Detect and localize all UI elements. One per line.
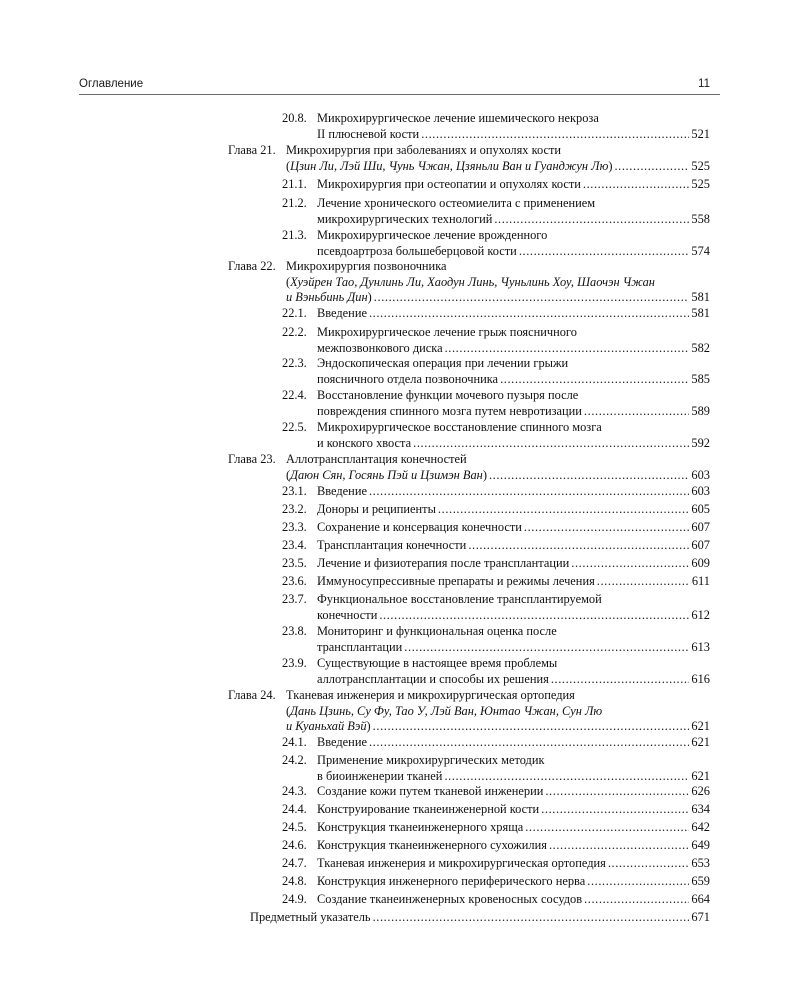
dot-leader — [500, 372, 689, 388]
entry-line — [317, 624, 557, 640]
dot-leader — [369, 735, 689, 751]
page-number: 582 — [691, 340, 710, 355]
entry-title-line: Создание кожи путем тканевой инженерии — [317, 784, 544, 798]
entry-title-line: аллотрансплантации и способы их решения — [317, 671, 549, 686]
entry-title-line: Микрохирургическое восстановление спинного мозга — [317, 420, 602, 434]
dot-leader — [584, 892, 689, 908]
dot-leader — [404, 640, 689, 656]
entry-title-line: Тканевая инженерия и микрохирургическая ортопедия — [286, 688, 575, 702]
entry-authors-line: (Дань Цзинь, Су Фу, Тао У, Лэй Ван, Юнтао Чжан, Сун Лю — [286, 703, 603, 718]
entry-title-line: Создание тканеинженерных кровеносных сосудов — [317, 892, 583, 906]
entry-leader-line — [317, 127, 710, 143]
entry-leader-line — [317, 892, 710, 908]
page-number: 558 — [691, 211, 710, 226]
page-number: 592 — [691, 435, 710, 450]
page-number: 589 — [691, 403, 710, 418]
entry-title-line: конечности — [317, 607, 378, 622]
entry-leader-line — [317, 820, 710, 836]
section-number: 23.2. — [282, 502, 307, 516]
entry-line — [317, 656, 557, 672]
running-head — [79, 78, 720, 94]
dot-leader — [373, 910, 690, 926]
dot-leader — [525, 820, 689, 836]
section-number: 24.7. — [282, 856, 307, 870]
section-number: 21.1. — [282, 177, 307, 191]
entry-title-line: Введение — [317, 306, 367, 320]
entry-leader-line — [317, 341, 710, 357]
entry-title-line: Трансплантация конечности — [317, 538, 467, 552]
page-number: 626 — [691, 784, 710, 798]
section-number: 20.8. — [282, 111, 307, 125]
entry-leader-line — [317, 244, 710, 260]
section-number: 24.2. — [282, 753, 307, 767]
entry-leader-line — [317, 502, 710, 518]
section-number: 24.4. — [282, 802, 307, 816]
entry-leader-line — [317, 838, 710, 854]
entry-title-line: Аллотрансплантация конечностей — [286, 452, 467, 466]
entry-line — [286, 704, 602, 720]
dot-leader — [373, 719, 690, 735]
dot-leader — [584, 404, 689, 420]
entry-title-line: Микрохирургия при остеопатии и опухолях кости — [317, 177, 581, 191]
entry-leader-line — [317, 520, 710, 536]
entry-line — [317, 388, 578, 404]
dot-leader — [583, 177, 690, 193]
entry-line — [317, 196, 595, 212]
entry-leader-line — [286, 290, 710, 306]
entry-title-line: в биоинженерии тканей — [317, 768, 443, 783]
entry-title-line: Предметный указатель — [250, 910, 371, 924]
page-number: 613 — [691, 639, 710, 654]
dot-leader — [549, 838, 689, 854]
section-number: 22.1. — [282, 306, 307, 320]
page-number: 603 — [691, 467, 710, 482]
entry-title-line: Лечение хронического остеомиелита с применением — [317, 196, 596, 210]
entry-leader-line — [317, 372, 710, 388]
entry-title-line: Сохранение и консервация конечности — [317, 520, 522, 534]
entry-title-line: поясничного отдела позвоночника — [317, 371, 499, 386]
dot-leader — [444, 769, 689, 785]
entry-authors-line: и Вэньбинь Дин) — [286, 290, 372, 304]
entry-authors-line: (Цзин Ли, Лэй Ши, Чунь Чжан, Цзяньли Ван и Гуанджун Лю) — [286, 158, 613, 173]
entry-authors-line: (Даюн Сян, Госянь Пэй и Цзимэн Ван) — [286, 467, 487, 482]
entry-title-line: Существующие в настоящее время проблемы — [317, 656, 558, 670]
page-number: 616 — [691, 671, 710, 686]
entry-title-line: Мониторинг и функциональная оценка после — [317, 624, 557, 638]
entry-title-line: Иммуносупрессивные препараты и режимы лечения — [317, 574, 595, 588]
dot-leader — [369, 306, 689, 322]
section-number: 21.3. — [282, 228, 307, 242]
entry-line — [317, 592, 602, 608]
entry-line — [286, 143, 561, 159]
dot-leader — [494, 212, 689, 228]
page-number: 653 — [691, 856, 710, 870]
entry-title-line: Эндоскопическая операция при лечении грыжи — [317, 356, 569, 370]
dot-leader — [489, 468, 689, 484]
entry-title-line: Микрохирургическое лечение врожденного — [317, 228, 548, 242]
entry-line — [286, 259, 447, 275]
section-number: 23.7. — [282, 592, 307, 606]
entry-title-line: и конского хвоста — [317, 435, 412, 450]
entry-leader-line — [317, 784, 710, 800]
entry-leader-line — [317, 769, 710, 785]
entry-title-line: межпозвонкового диска — [317, 340, 443, 355]
page-number: 671 — [691, 910, 710, 924]
dot-leader — [608, 856, 690, 872]
running-head-page-number: 11 — [698, 78, 710, 90]
entry-leader-line — [317, 874, 710, 890]
page-number: 603 — [691, 484, 710, 498]
entry-leader-line — [317, 640, 710, 656]
chapter-number: Глава 22. — [228, 259, 276, 273]
entry-line — [317, 228, 547, 244]
entry-title-line: Микрохирургическое лечение ишемического некроза — [317, 111, 599, 125]
entry-line — [317, 325, 577, 341]
entry-leader-line — [317, 574, 710, 590]
section-number: 23.1. — [282, 484, 307, 498]
dot-leader — [519, 244, 690, 260]
entry-line — [286, 688, 575, 704]
entry-leader-line — [317, 538, 710, 554]
dot-leader — [597, 574, 690, 590]
page-number: 525 — [691, 158, 710, 173]
page-number: 611 — [691, 574, 710, 588]
entry-title-line: Введение — [317, 735, 367, 749]
dot-leader — [571, 556, 689, 572]
page-number: 634 — [691, 802, 710, 816]
page-number: 574 — [691, 243, 710, 258]
entry-leader-line — [317, 212, 710, 228]
page-number: 581 — [691, 290, 710, 304]
section-number: 24.3. — [282, 784, 307, 798]
entry-title-line: повреждения спинного мозга путем невротизации — [317, 403, 582, 418]
section-number: 23.4. — [282, 538, 307, 552]
page-number: 621 — [691, 735, 710, 749]
entry-leader-line — [286, 719, 710, 735]
entry-title-line: Тканевая инженерия и микрохирургическая ортопедия — [317, 856, 606, 870]
entry-title-line: Микрохирургия при заболеваниях и опухолях кости — [286, 143, 562, 157]
entry-title-line: микрохирургических технологий — [317, 211, 493, 226]
page-number: 664 — [691, 892, 710, 906]
entry-title-line: Микрохирургия позвоночника — [286, 259, 447, 273]
section-number: 23.5. — [282, 556, 307, 570]
entry-leader-line — [286, 159, 710, 175]
page-number: 581 — [691, 306, 710, 320]
page-number: 521 — [691, 126, 710, 141]
entry-leader-line — [317, 672, 710, 688]
page-number: 649 — [691, 838, 710, 852]
entry-title-line: Микрохирургическое лечение грыж поясничного — [317, 325, 577, 339]
dot-leader — [541, 802, 689, 818]
section-number: 23.6. — [282, 574, 307, 588]
page-number: 642 — [691, 820, 710, 834]
section-number: 24.6. — [282, 838, 307, 852]
entry-leader-line — [317, 556, 710, 572]
entry-title-line: Лечение и физиотерапия после трансплантации — [317, 556, 570, 570]
entry-title-line: трансплантации — [317, 639, 403, 654]
entry-title-line: псевдоартроза большеберцовой кости — [317, 243, 517, 258]
page-number: 607 — [691, 538, 710, 552]
section-number: 22.2. — [282, 325, 307, 339]
dot-leader — [445, 341, 690, 357]
entry-title-line: Конструкция тканеинженерного хряща — [317, 820, 524, 834]
dot-leader — [421, 127, 689, 143]
section-number: 24.9. — [282, 892, 307, 906]
dot-leader — [587, 874, 689, 890]
entry-authors-line: (Хуэйрен Тао, Дунлинь Ли, Хаодун Линь, Чуньлинь Хоу, Шаочэн Чжан — [286, 274, 655, 289]
section-number: 23.3. — [282, 520, 307, 534]
entry-title-line: II плюсневой кости — [317, 126, 420, 141]
running-head-title: Оглавление — [79, 78, 144, 90]
section-number: 22.3. — [282, 356, 307, 370]
page-number: 659 — [691, 874, 710, 888]
section-number: 23.8. — [282, 624, 307, 638]
section-number: 22.4. — [282, 388, 307, 402]
chapter-number: Глава 24. — [228, 688, 276, 702]
section-number: 24.8. — [282, 874, 307, 888]
section-number: 24.5. — [282, 820, 307, 834]
dot-leader — [438, 502, 689, 518]
entry-title-line: Конструкция тканеинженерного сухожилия — [317, 838, 547, 852]
chapter-number: Глава 21. — [228, 143, 276, 157]
entry-line — [317, 753, 545, 769]
header-rule — [79, 94, 720, 95]
dot-leader — [413, 436, 689, 452]
entry-leader-line — [317, 306, 710, 322]
entry-leader-line — [317, 404, 710, 420]
dot-leader — [551, 672, 690, 688]
entry-authors-line: и Куаньхай Вэй) — [286, 719, 371, 733]
page-number: 605 — [691, 502, 710, 516]
entry-line — [317, 356, 568, 372]
entry-title-line: Введение — [317, 484, 367, 498]
page-number: 607 — [691, 520, 710, 534]
entry-leader-line — [317, 802, 710, 818]
entry-title-line: Доноры и реципиенты — [317, 502, 436, 516]
entry-title-line: Конструкция инженерного периферического нерва — [317, 874, 586, 888]
page-number: 612 — [691, 607, 710, 622]
page-number: 525 — [691, 177, 710, 191]
dot-leader — [369, 484, 689, 500]
entry-leader-line — [250, 910, 710, 926]
section-number: 22.5. — [282, 420, 307, 434]
entry-leader-line — [317, 735, 710, 751]
entry-leader-line — [317, 484, 710, 500]
page-number: 621 — [691, 768, 710, 783]
entry-title-line: Функциональное восстановление трансплантируемой — [317, 592, 602, 606]
section-number: 21.2. — [282, 196, 307, 210]
section-number: 24.1. — [282, 735, 307, 749]
dot-leader — [545, 784, 689, 800]
entry-leader-line — [286, 468, 710, 484]
entry-leader-line — [317, 856, 710, 872]
section-number: 23.9. — [282, 656, 307, 670]
entry-leader-line — [317, 608, 710, 624]
entry-line — [317, 420, 602, 436]
entry-line — [286, 452, 467, 468]
entry-title-line: Применение микрохирургических методик — [317, 753, 545, 767]
page-number: 621 — [691, 719, 710, 733]
page-number: 609 — [691, 556, 710, 570]
entry-line — [286, 275, 655, 291]
entry-title-line: Восстановление функции мочевого пузыря после — [317, 388, 579, 402]
dot-leader — [614, 159, 689, 175]
entry-leader-line — [317, 436, 710, 452]
entry-title-line: Конструирование тканеинженерной кости — [317, 802, 540, 816]
entry-line — [317, 111, 599, 127]
dot-leader — [374, 290, 690, 306]
chapter-number: Глава 23. — [228, 452, 276, 466]
page-number: 585 — [691, 371, 710, 386]
entry-leader-line — [317, 177, 710, 193]
dot-leader — [524, 520, 690, 536]
dot-leader — [379, 608, 689, 624]
dot-leader — [468, 538, 689, 554]
